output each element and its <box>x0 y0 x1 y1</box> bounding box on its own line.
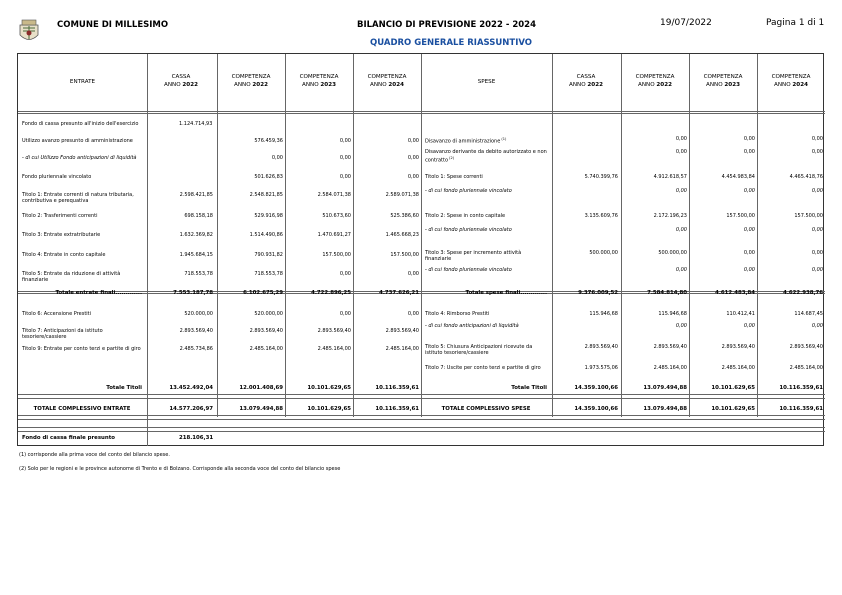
document-date: 19/07/2022 <box>660 18 712 28</box>
entrate-row-value: 2.485.164,00 <box>249 346 283 352</box>
column-header-anno: ANNO <box>569 82 588 88</box>
column-header-year-value: 2023 <box>724 82 740 88</box>
column-header-year <box>217 82 285 89</box>
spese-row-value: 13.079.494,88 <box>643 406 687 412</box>
spese-row-value: 4.622.938,76 <box>783 290 823 296</box>
spese-row-value: 0,00 <box>743 227 755 233</box>
spese-row-value: 4.465.418,76 <box>789 174 823 180</box>
document-subtitle: QUADRO GENERALE RIASSUNTIVO <box>370 38 533 48</box>
entrate-row-value: 525.386,60 <box>390 213 419 219</box>
entrate-header: ENTRATE <box>69 79 96 85</box>
row-divider <box>18 427 825 428</box>
spese-row-value: 4.912.618,57 <box>653 174 687 180</box>
entrate-row-value: 0,00 <box>339 311 351 317</box>
spese-row-label: - di cui fondo pluriennale vincolato <box>425 188 512 194</box>
column-header-anno: ANNO <box>706 82 725 88</box>
column-divider <box>217 54 218 417</box>
entrate-row-value: 4.737.626,21 <box>379 290 419 296</box>
column-header-year-value: 2022 <box>252 82 268 88</box>
entrate-row-label: Totale entrate finali............. <box>55 290 142 296</box>
column-header-year-value: 2023 <box>320 82 336 88</box>
spese-row-value: 1.973.575,06 <box>584 365 618 371</box>
entrate-row-value: 6.102.675,29 <box>243 290 283 296</box>
summary-table <box>17 53 824 446</box>
entrate-row-label: Titolo 5: Entrate da riduzione di attività finanziarie <box>22 271 121 283</box>
spese-row-label: Totale spese finali............. <box>465 290 547 296</box>
column-divider <box>621 54 622 417</box>
entrate-row-value: 218.106,31 <box>179 435 214 441</box>
page-number: Pagina 1 di 1 <box>766 18 825 28</box>
entrate-row-value: 0,00 <box>407 311 419 317</box>
spese-row-label: Titolo 4: Rimborso Prestiti <box>425 311 490 317</box>
column-header-year <box>353 82 421 89</box>
spese-row-label: Titolo 5: Chiusura Anticipazioni ricevute da istituto tesoriere/cassiere <box>425 344 533 356</box>
row-divider <box>18 394 825 395</box>
spese-row-value: 2.893.569,40 <box>653 344 687 350</box>
entrate-row-label: TOTALE COMPLESSIVO ENTRATE <box>33 406 131 412</box>
column-header-year-value: 2024 <box>792 82 808 88</box>
row-divider <box>18 111 825 112</box>
entrate-row-value: 2.589.071,38 <box>385 192 419 198</box>
spese-row-value: 2.485.164,00 <box>721 365 755 371</box>
spese-row-value: 13.079.494,88 <box>643 385 687 391</box>
spese-row-value: 0,00 <box>811 267 823 273</box>
entrate-row-label: Fondo pluriennale vincolato <box>22 174 92 180</box>
spese-row-value: 2.485.164,00 <box>653 365 687 371</box>
entrate-row-value: 4.722.896,25 <box>311 290 351 296</box>
spese-row-value: 2.485.164,00 <box>789 365 823 371</box>
spese-row-value: 0,00 <box>675 149 687 155</box>
column-header-year <box>285 82 353 89</box>
entrate-row-value: 0,00 <box>407 155 419 161</box>
entrate-row-label: Utilizzo avanzo presunto di amministrazione <box>22 138 133 144</box>
entrate-row-label: Titolo 3: Entrate extratributarie <box>22 232 101 238</box>
entrate-row-label: Fondo di cassa finale presunto <box>22 435 115 441</box>
spese-row-label: Disavanzo derivante da debito autorizzato e non contratto $^{(2)}$ <box>425 149 547 164</box>
column-divider <box>353 54 354 417</box>
spese-row-label: - di cui fondo pluriennale vincolato <box>425 227 512 233</box>
row-divider <box>18 398 825 399</box>
column-header-year-value: 2024 <box>388 82 404 88</box>
entrate-row-value: 10.116.359,61 <box>375 385 419 391</box>
column-header-year <box>147 82 215 89</box>
spese-row-label: Totale Titoli <box>511 385 547 391</box>
entrate-row-value: 2.584.071,38 <box>317 192 351 198</box>
row-divider <box>18 431 825 432</box>
column-header-year <box>689 82 757 89</box>
row-divider <box>18 419 825 420</box>
column-header-anno: ANNO <box>638 82 657 88</box>
entrate-row-value: 2.548.821,85 <box>249 192 283 198</box>
column-header-anno: ANNO <box>234 82 253 88</box>
footnote-ref: (2) <box>448 156 455 160</box>
column-header-type: CASSA <box>576 74 596 80</box>
entrate-row-value: 529.916,98 <box>254 213 283 219</box>
spese-row-label: - di cui fondo anticipazioni di liquidità <box>425 323 519 329</box>
entrate-row-value: 718.553,78 <box>254 271 283 277</box>
entrate-row-value: 0,00 <box>407 271 419 277</box>
entrate-row-value: 2.598.421,85 <box>179 192 213 198</box>
column-divider <box>421 54 422 417</box>
column-header-year <box>621 82 689 89</box>
entrate-row-value: 576.459,36 <box>254 138 283 144</box>
spese-row-value: 0,00 <box>811 227 823 233</box>
spese-row-value: 0,00 <box>675 136 687 142</box>
column-header-type: COMPETENZA <box>367 74 407 80</box>
column-header-year <box>552 82 620 89</box>
entrate-row-value: 718.553,78 <box>184 271 213 277</box>
entrate-row-value: 12.001.408,69 <box>239 385 283 391</box>
spese-row-value: 115.946,68 <box>658 311 687 317</box>
spese-row-value: 2.172.196,23 <box>653 213 687 219</box>
footnote-ref: (1) <box>500 137 507 141</box>
column-header-anno: ANNO <box>774 82 793 88</box>
entrate-row-value: 2.893.569,40 <box>179 328 213 334</box>
entrate-row-value: 2.485.164,00 <box>317 346 351 352</box>
spese-row-value: 0,00 <box>811 250 823 256</box>
column-divider <box>285 54 286 417</box>
entrate-row-value: 1.632.369,82 <box>179 232 213 238</box>
entrate-row-value: 2.485.734,86 <box>179 346 213 352</box>
document-title: BILANCIO DI PREVISIONE 2022 - 2024 <box>357 20 536 30</box>
spese-row-value: 4.612.483,84 <box>715 290 755 296</box>
column-header-type: COMPETENZA <box>771 74 811 80</box>
spese-row-label: Disavanzo di amministrazione $^{(1)}$ <box>425 137 507 145</box>
spese-row-value: 114.687,45 <box>794 311 823 317</box>
entrate-row-value: 0,00 <box>407 174 419 180</box>
entrate-row-label: - di cui Utilizzo Fondo anticipazioni di liquidità <box>22 155 137 161</box>
column-header-type: CASSA <box>171 74 191 80</box>
spese-row-value: 0,00 <box>743 149 755 155</box>
entrate-row-value: 1.945.684,15 <box>179 252 213 258</box>
entrate-row-value: 0,00 <box>407 138 419 144</box>
entrate-row-value: 2.485.164,00 <box>385 346 419 352</box>
spese-row-value: 10.116.359,61 <box>779 406 823 412</box>
footnote-2: (2) Solo per le regioni e le province autonome di Trento e di Bolzano. Corrisponde alla seconda voce del conto del bilancio spese <box>19 466 341 472</box>
entrate-row-value: 520.000,00 <box>184 311 213 317</box>
comune-name: COMUNE DI MILLESIMO <box>57 20 169 30</box>
entrate-row-label: Titolo 1: Entrate correnti di natura tributaria, contributiva e perequativa <box>22 192 134 204</box>
spese-row-value: 0,00 <box>743 136 755 142</box>
column-header-type: COMPETENZA <box>703 74 743 80</box>
entrate-row-value: 1.470.691,27 <box>317 232 351 238</box>
entrate-row-value: 1.514.490,86 <box>249 232 283 238</box>
column-header-type: COMPETENZA <box>231 74 271 80</box>
entrate-row-value: 1.465.668,23 <box>385 232 419 238</box>
spese-row-value: 0,00 <box>743 250 755 256</box>
spese-row-label: Titolo 2: Spese in conto capitale <box>425 213 506 219</box>
spese-row-value: 0,00 <box>743 267 755 273</box>
column-header-anno: ANNO <box>164 82 183 88</box>
entrate-row-value: 14.577.206,97 <box>169 406 213 412</box>
entrate-row-label: Fondo di cassa presunto all'inizio dell'esercizio <box>22 121 139 127</box>
entrate-row-value: 157.500,00 <box>322 252 351 258</box>
spese-row-value: 14.359.100,66 <box>574 385 618 391</box>
spese-row-value: 110.412,41 <box>726 311 755 317</box>
entrate-row-value: 10.101.629,65 <box>307 385 351 391</box>
entrate-row-value: 10.116.359,61 <box>375 406 419 412</box>
column-divider <box>689 54 690 417</box>
spese-row-value: 0,00 <box>811 323 823 329</box>
row-divider <box>18 113 825 114</box>
spese-row-value: 157.500,00 <box>794 213 823 219</box>
spese-row-value: 0,00 <box>675 227 687 233</box>
entrate-row-value: 2.893.569,40 <box>317 328 351 334</box>
entrate-row-value: 520.000,00 <box>254 311 283 317</box>
entrate-row-label: Titolo 2: Trasferimenti correnti <box>22 213 98 219</box>
entrate-row-label: Totale Titoli <box>106 385 142 391</box>
entrate-row-value: 13.452.492,04 <box>169 385 213 391</box>
entrate-row-value: 2.893.569,40 <box>249 328 283 334</box>
entrate-row-value: 0,00 <box>339 174 351 180</box>
spese-row-value: 7.584.814,80 <box>647 290 687 296</box>
footnote-1: (1) corrisponde alla prima voce del conto del bilancio spese. <box>19 452 170 458</box>
entrate-row-label: Titolo 7: Anticipazioni da istituto tesoriere/cassiere <box>22 328 103 340</box>
column-header-year-value: 2022 <box>656 82 672 88</box>
entrate-row-value: 510.673,60 <box>322 213 351 219</box>
spese-row-value: 10.116.359,61 <box>779 385 823 391</box>
entrate-row-value: 790.931,82 <box>254 252 283 258</box>
column-header-year-value: 2022 <box>182 82 198 88</box>
entrate-row-value: 0,00 <box>339 138 351 144</box>
column-header-anno: ANNO <box>370 82 389 88</box>
spese-row-value: 3.135.609,76 <box>584 213 618 219</box>
spese-row-value: 157.500,00 <box>726 213 755 219</box>
entrate-row-value: 501.626,83 <box>254 174 283 180</box>
spese-row-value: 500.000,00 <box>589 250 618 256</box>
entrate-row-value: 10.101.629,65 <box>307 406 351 412</box>
entrate-row-label: Titolo 9: Entrate per conto terzi e partite di giro <box>22 346 141 352</box>
spese-row-value: 10.101.629,65 <box>711 406 755 412</box>
entrate-row-value: 0,00 <box>339 155 351 161</box>
spese-row-value: 2.893.569,40 <box>584 344 618 350</box>
entrate-row-label: Titolo 4: Entrate in conto capitale <box>22 252 106 258</box>
column-divider <box>552 54 553 417</box>
spese-row-value: 2.893.569,40 <box>789 344 823 350</box>
column-divider <box>757 54 758 417</box>
row-divider <box>18 415 825 416</box>
spese-row-label: - di cui fondo pluriennale vincolato <box>425 267 512 273</box>
spese-row-value: 0,00 <box>675 267 687 273</box>
spese-header: SPESE <box>477 79 496 85</box>
entrate-row-value: 13.079.494,88 <box>239 406 283 412</box>
spese-row-value: 0,00 <box>743 323 755 329</box>
entrate-row-value: 1.124.714,93 <box>179 121 213 127</box>
spese-row-value: 5.740.399,76 <box>584 174 618 180</box>
entrate-row-value: 2.893.569,40 <box>385 328 419 334</box>
column-header-year-value: 2022 <box>587 82 603 88</box>
spese-row-value: 14.359.100,66 <box>574 406 618 412</box>
spese-row-value: 10.101.629,65 <box>711 385 755 391</box>
spese-row-label: TOTALE COMPLESSIVO SPESE <box>441 406 531 412</box>
column-header-type: COMPETENZA <box>299 74 339 80</box>
spese-row-value: 0,00 <box>675 323 687 329</box>
spese-row-label: Titolo 7: Uscite per conto terzi e partite di giro <box>425 365 541 371</box>
spese-row-value: 2.893.569,40 <box>721 344 755 350</box>
spese-row-value: 4.454.983,84 <box>721 174 755 180</box>
column-header-type: COMPETENZA <box>635 74 675 80</box>
entrate-row-value: 0,00 <box>339 271 351 277</box>
spese-row-value: 500.000,00 <box>658 250 687 256</box>
spese-row-value: 0,00 <box>743 188 755 194</box>
entrate-row-value: 698.158,18 <box>184 213 213 219</box>
entrate-row-label: Titolo 6: Accensione Prestiti <box>22 311 92 317</box>
column-header-anno: ANNO <box>302 82 321 88</box>
spese-row-label: Titolo 3: Spese per incremento attività finanziarie <box>425 250 522 262</box>
entrate-row-value: 0,00 <box>271 155 283 161</box>
column-header-year <box>757 82 825 89</box>
spese-row-value: 0,00 <box>811 188 823 194</box>
entrate-row-value: 7.553.187,78 <box>173 290 213 296</box>
entrate-row-value: 157.500,00 <box>390 252 419 258</box>
spese-row-value: 0,00 <box>811 136 823 142</box>
spese-row-value: 115.946,68 <box>589 311 618 317</box>
spese-row-label: Titolo 1: Spese correnti <box>425 174 483 180</box>
municipal-crest-icon <box>17 17 41 45</box>
spese-row-value: 9.376.009,52 <box>578 290 618 296</box>
spese-row-value: 0,00 <box>811 149 823 155</box>
spese-row-value: 0,00 <box>675 188 687 194</box>
